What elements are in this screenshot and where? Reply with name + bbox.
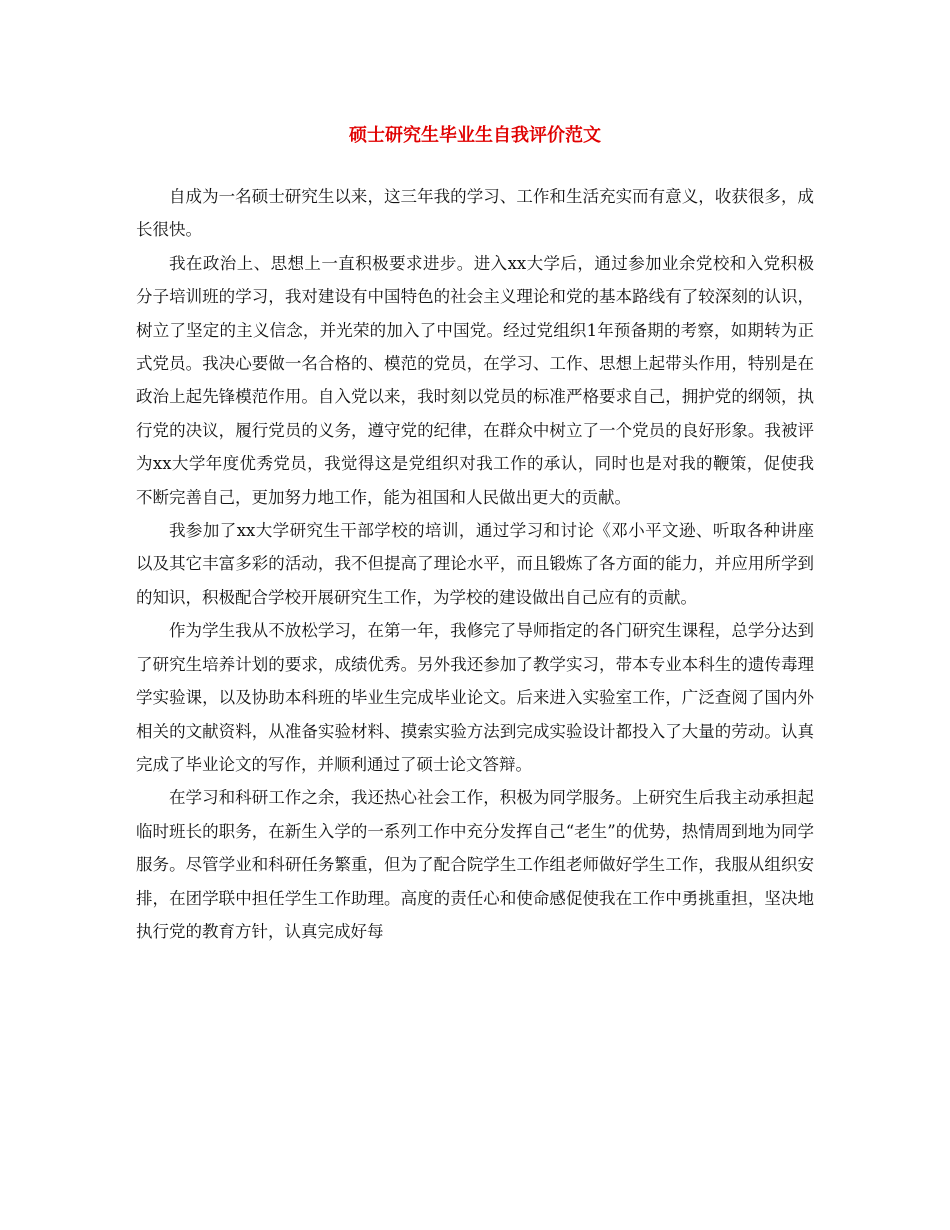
paragraph-study: 作为学生我从不放松学习，在第一年，我修完了导师指定的各门研究生课程，总学分达到了研究生培养计划的要求，成绩优秀。另外我还参加了教学实习，带本专业本科生的遗传毒理学实验课，以及协助本科班的毕业生完成毕业论文。后来进入实验室工作，广泛查阅了国内外相关的文献资料，从准备实验材料、摸索实验方法到完成实验设计都投入了大量的劳动。认真完成了毕业论文的写作，并顺利通过了硕士论文答辩。 [136,621,814,774]
paragraph-training: 我参加了xx大学研究生干部学校的培训，通过学习和讨论《邓小平文逊、听取各种讲座以及其它丰富多彩的活动，我不但提高了理论水平，而且锻炼了各方面的能力，并应用所学到的知识，积极配合学校开展研究生工作，为学校的建设做出自己应有的贡献。 [136,521,814,607]
document-title: 硕士研究生毕业生自我评价范文 [349,125,601,146]
paragraph-intro: 自成为一名硕士研究生以来，这三年我的学习、工作和生活充实而有意义，收获很多，成长很快。 [136,187,814,240]
paragraph-political: 我在政治上、思想上一直积极要求进步。进入xx大学后，通过参加业余党校和入党积极分子培训班的学习，我对建设有中国特色的社会主义理论和党的基本路线有了较深刻的认识，树立了坚定的主义信念，并光荣的加入了中国党。经过党组织1年预备期的考察，如期转为正式党员。我决心要做一名合格的、模范的党员，在学习、工作、思想上起带头作用，特别是在政治上起先锋模范作用。自入党以来，我时刻以党员的标准严格要求自己，拥护党的纲领，执行党的决议，履行党员的义务，遵守党的纪律，在群众中树立了一个党员的良好形象。我被评为xx大学年度优秀党员，我觉得这是党组织对我工作的承认，同时也是对我的鞭策，促使我不断完善自己，更加努力地工作，能为祖国和人民做出更大的贡献。 [136,253,814,507]
paragraph-service: 在学习和科研工作之余，我还热心社会工作，积极为同学服务。上研究生后我主动承担起临时班长的职务，在新生入学的一系列工作中充分发挥自己“老生”的优势，热情周到地为同学服务。尽管学业和科研任务繁重，但为了配合院学生工作组老师做好学生工作，我服从组织安排，在团学联中担任学生工作助理。高度的责任心和使命感促使我在工作中勇挑重担，坚决地执行党的教育方针，认真完成好每 [136,788,814,941]
document-body [136,180,814,948]
